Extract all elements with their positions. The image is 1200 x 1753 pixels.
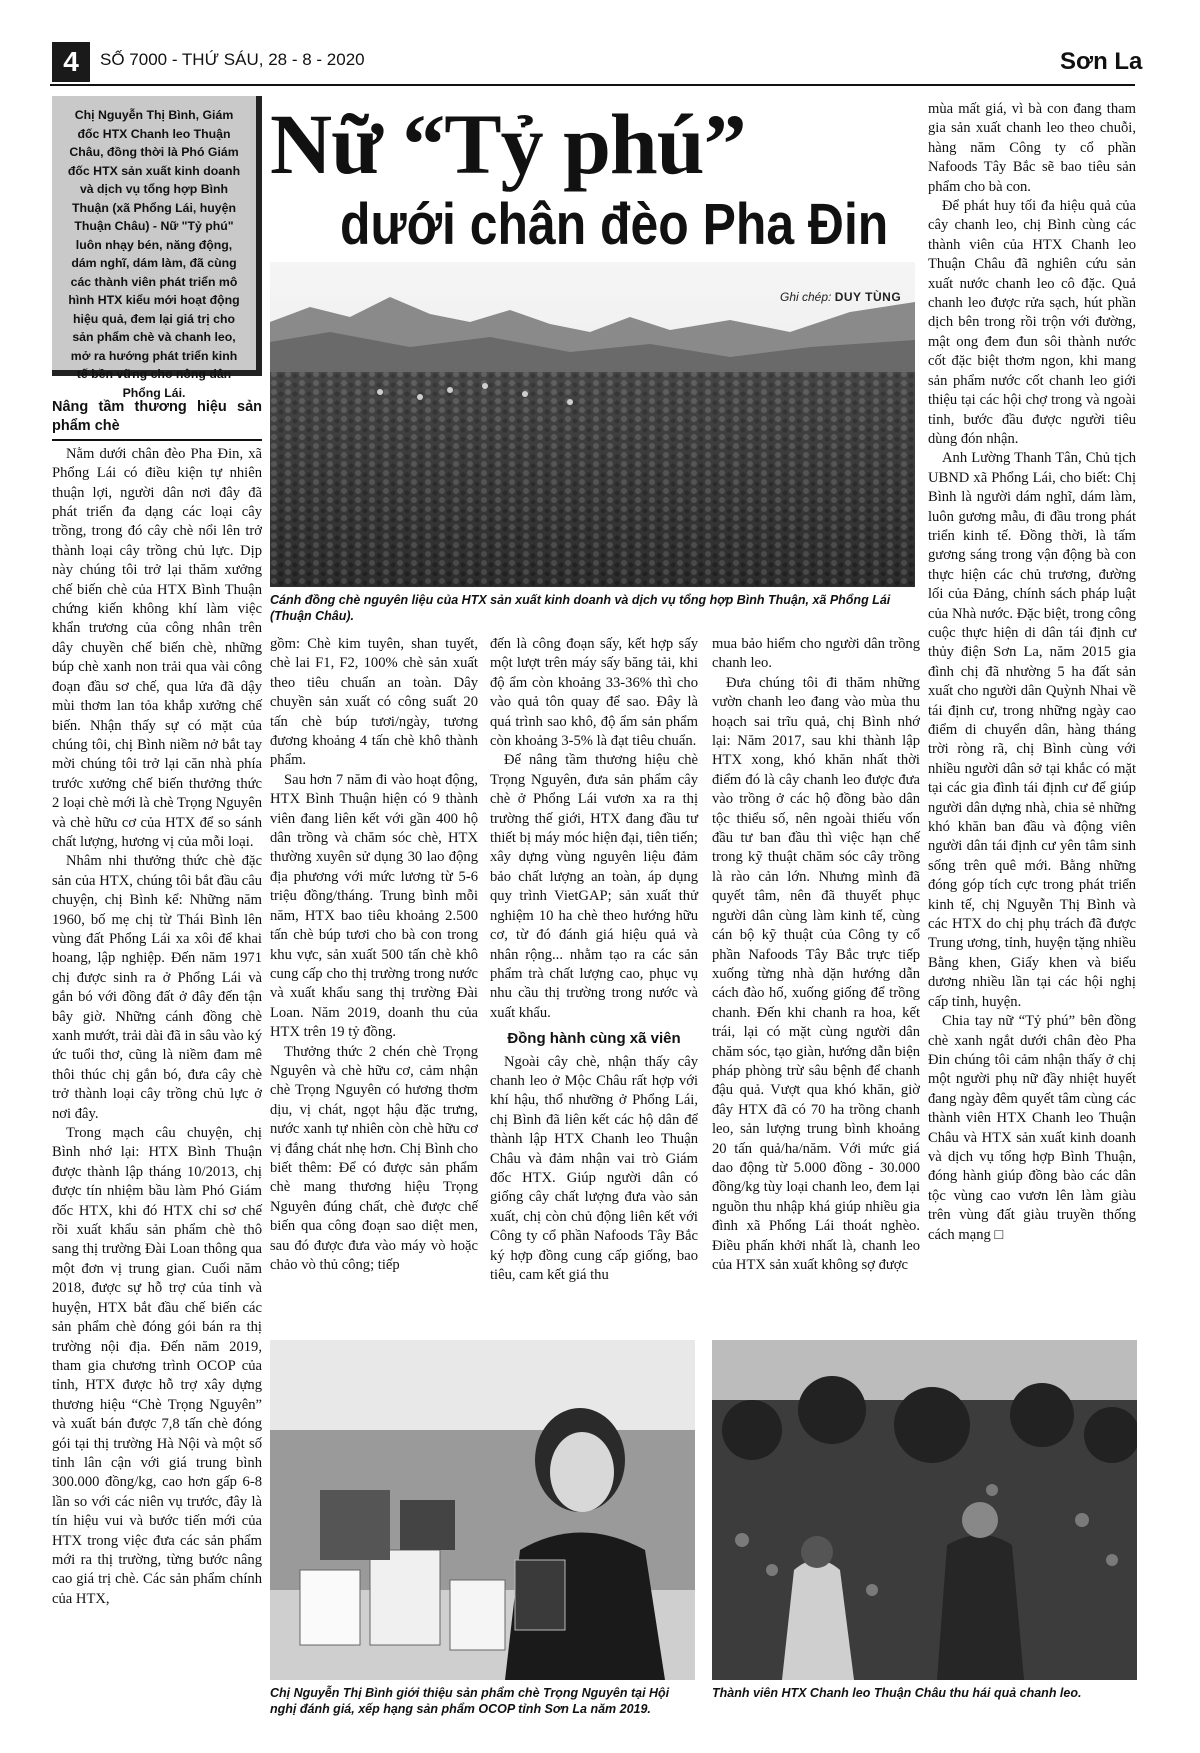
column-2: [270, 635, 478, 1275]
section-name: Sơn La: [1060, 48, 1143, 75]
header-rule: [50, 84, 1135, 86]
paragraph: Đưa chúng tôi đi thăm những vườn chanh leo đang vào mùa thu hoạch sai trĩu quả, chị Bình nhớ lại: Năm 2017, sau khi thành lập HTX xong, khó khăn nhất thời điểm đó là cây chanh leo được đưa vào trồng ở các hộ đồng bào dân tộc thiểu số, nên ngoài thiếu vốn đầu tư ban đầu thì việc hạn chế trong kỹ thuật chăm sóc cây trồng là rào cản lớn. Nhưng mình đã quyết tâm, nên đã thuyết phục người dân cùng làm kinh tế, cùng cán bộ kỹ thuật của Công ty cổ phần Nafoods Tây Bắc trực tiếp xuống từng nhà dặn hướng dẫn cách đào hố, xuống giống để trồng chanh. Đến khi chanh ra hoa, kết trái, lại có mặt cùng người dân chăm sóc, tạo giàn, hướng dẫn biện pháp phòng trừ sâu bệnh để chanh đậu quả. Vượt qua khó khăn, giờ đây HTX đã có 70 ha trồng chanh leo, sản lượng trung bình khoảng 20 tấn quả/ha/năm. Với mức giá dao động từ 5.000 đồng - 30.000 đồng/kg tùy loại chanh leo, đem lại nguồn thu nhập khá giúp nhiều gia đình xã Phổng Lái thoát nghèo. Điều phấn khởi nhất là, chanh leo của HTX sản xuất không sợ được: [712, 674, 920, 1273]
product-photo-caption: Chị Nguyễn Thị Bình giới thiệu sản phẩm chè Trọng Nguyên tại Hội nghị đánh giá, xếp hạng sản phẩm OCOP tỉnh Sơn La năm 2019.: [270, 1686, 670, 1716]
paragraph: Nằm dưới chân đèo Pha Đin, xã Phổng Lái có điều kiện tự nhiên thuận lợi, người dân nơi đây đã phát triển đa dạng các loại cây trồng, trong đó cây chè nổi lên trở thành loại cây trồng chủ lực. Dịp này chúng tôi trở lại thăm xưởng chế biến chè của HTX Bình Thuận chứng kiến không khí làm việc khẩn trương của công nhân trên dây chuyền chế biến chè, những búp chè xanh non trải qua vài công đoạn đầu sơ chế, qua lửa đã dậy mùi thơm lan tỏa khắp xưởng chế biến. Nhận thấy sự có mặt của chúng tôi, chị Bình niềm nở bắt tay mời chúng tôi trở lại căn nhà phía trước xưởng chế biến thưởng thức 2 loại chè mới là chè Trọng Nguyên và chè hữu cơ của HTX để so sánh chất lượng, hương vị của mỗi loại.: [52, 445, 262, 850]
intro-summary: Chị Nguyễn Thị Bình, Giám đốc HTX Chanh leo Thuận Châu, đồng thời là Phó Giám đốc HTX sản xuất kinh doanh và dịch vụ tổng hợp Bình Thuận (xã Phổng Lái, huyện Thuận Châu) - Nữ "Tỷ phú" luôn nhạy bén, năng động, dám nghĩ, dám làm, đã cùng các thành viên phát triển mô hình HTX kiểu mới hoạt động hiệu quả, đem lại giá trị cho sản phẩm chè và chanh leo, mở ra hướng phát triển kinh tế bền vững cho nông dân Phổng Lái.: [52, 96, 262, 376]
paragraph: [928, 1012, 1136, 1245]
closing-text: Chia tay nữ “Tỷ phú” bên đồng chè xanh ngắt dưới chân đèo Pha Đin chúng tôi cảm nhận thấy ở chị một người phụ nữ đầy nhiệt huyết đang ngày đêm quyết tâm cùng các thành viên HTX Chanh leo Thuận Châu và HTX sản xuất kinh doanh và dịch vụ tổng hợp Bình Thuận, đóng hành giúp đồng bào các dân tộc vùng cao vươn lên làm giàu trên vùng đất giàu truyền thống cách mạng: [928, 1013, 1136, 1243]
tea-field-photo: [270, 262, 915, 587]
passion-fruit-harvest-photo: [712, 1340, 1137, 1680]
subhead-tea-brand: Nâng tầm thương hiệu sản phẩm chè: [52, 398, 262, 441]
paragraph: mua bảo hiểm cho người dân trồng chanh leo.: [712, 636, 920, 672]
paragraph: Ngoài cây chè, nhận thấy cây chanh leo ở Mộc Châu rất hợp với khí hậu, thổ nhưỡng ở Phổng Lái, chị Bình đã liên kết các hộ dân để thành lập HTX Chanh leo Thuận Châu và đảm nhận vai trò Giám đốc HTX. Giúp người dân có giống cây chất lượng đưa vào sản xuất, chị còn chủ động liên kết với Công ty cổ phần Nafoods Tây Bắc ký hợp đồng cung cấp giống, bao tiêu, cam kết giá thu: [490, 1053, 698, 1283]
main-photo-caption: Cánh đồng chè nguyên liệu của HTX sản xuất kinh doanh và dịch vụ tổng hợp Bình Thuận, xã Phổng Lái (Thuận Châu).: [270, 593, 891, 623]
page-number: 4: [52, 42, 90, 82]
harvest-photo-caption: Thành viên HTX Chanh leo Thuận Châu thu hái quả chanh leo.: [712, 1686, 1082, 1700]
column-4: [712, 635, 920, 1275]
byline: [780, 290, 901, 304]
end-mark-icon: □: [994, 1226, 1004, 1243]
product-showcase-photo: [270, 1340, 695, 1680]
paragraph: Trong mạch câu chuyện, chị Bình nhớ lại: HTX Bình Thuận được thành lập tháng 10/2013, chị được tín nhiệm bầu làm Phó Giám đốc HTX, khi đó HTX chỉ sơ chế rồi xuất khẩu sản phẩm chè thô sang thị trường Đài Loan thông qua một đơn vị trung gian. Cuối năm 2018, được sự hỗ trợ của tỉnh và huyện, HTX bắt đầu chế biến các sản phẩm chè đóng gói bán ra thị trường nội địa. Đến năm 2019, tham gia chương trình OCOP của tỉnh, HTX được hỗ trợ xây dựng thương hiệu “Chè Trọng Nguyên” và xuất bán được 7,8 tấn chè đóng gói tại thị trường Hà Nội và một số tỉnh lân cận với giá trung bình 300.000 đồng/kg, cao hơn gấp 6-8 lần so với các niên vụ trước, đây là tín hiệu vui và bước tiến mới của HTX trong việc đưa các sản phẩm mới ra thị trường, từng bước nâng cao giá trị chè. Các sản phẩm chính của HTX,: [52, 1125, 262, 1607]
byline-author: DUY TÙNG: [834, 290, 902, 304]
paragraph: mùa mất giá, vì bà con đang tham gia sản xuất chanh leo theo chuỗi, hàng năm Công ty cổ phần Nafoods Tây Bắc sẽ bao tiêu sản phẩm cho bà con.: [928, 101, 1136, 195]
headline-line-2: dưới chân đèo Pha Đin: [340, 192, 889, 257]
paragraph: gồm: Chè kim tuyên, shan tuyết, chè lai F1, F2, 100% chè sản xuất theo tiêu chuẩn an toàn. Dây chuyền sản xuất có công suất 20 tấn chè búp tươi/ngày, tương đương khoảng 4 tấn chè khô thành phẩm.: [270, 636, 478, 769]
headline-line-1: Nữ “Tỷ phú”: [270, 96, 746, 192]
column-1: [52, 398, 262, 1609]
paragraph: Để nâng tầm thương hiệu chè Trọng Nguyên, đưa sản phẩm cây chè ở Phổng Lái vươn xa ra thị trường thế giới, HTX đang đầu tư thiết bị máy móc hiện đại, tiên tiến; xây dựng vùng nguyên liệu đảm bảo chất lượng an toàn, áp dụng quy trình VietGAP; sản xuất thử nghiệm 10 ha chè theo hướng hữu cơ, từ đó đánh giá hiệu quả và nhân rộng... nhằm tạo ra các sản phẩm trà chất lượng cao, phục vụ nhu cầu thị trường trong nước và xuất khẩu.: [490, 752, 698, 1021]
issue-date: SỐ 7000 - THỨ SÁU, 28 - 8 - 2020: [100, 50, 365, 69]
paragraph: Sau hơn 7 năm đi vào hoạt động, HTX Bình Thuận hiện có 9 thành viên đang liên kết với gần 400 hộ dân trồng và chăm sóc chè, HTX thường xuyên sử dụng 30 lao động địa phương với mức lương từ 5-6 triệu đồng/tháng. Trung bình mỗi năm, HTX bao tiêu khoảng 2.500 tấn chè búp tươi cho bà con trong khu vực, sản xuất 500 tấn chè khô cung cấp cho thị trường trong nước và xuất khẩu sang thị trường Đài Loan. Năm 2019, doanh thu của HTX trên 19 tỷ đồng.: [270, 771, 478, 1041]
paragraph: Để phát huy tối đa hiệu quả của cây chanh leo, chị Bình cùng các thành viên của HTX Chanh leo Thuận Châu đã nghiên cứu sản xuất nước chanh leo cô đặc. Quả chanh leo được rửa sạch, hút phần dịch bên trong rồi trộn với đường, mật ong đem đun sôi thành nước cốt đặc biệt thơm ngon, khi mang sản phẩm nước cốt chanh leo giới thiệu tại các hội chợ trong và ngoài tỉnh, bước đầu được người tiêu dùng đón nhận.: [928, 198, 1136, 447]
column-5: [928, 100, 1136, 1245]
paragraph: đến là công đoạn sấy, kết hợp sấy một lượt trên máy sấy băng tải, khi độ ẩm còn khoảng 33-36% thì cho vào quả tôn quay để sao. Đây là quá trình sao khô, độ ẩm sản phẩm còn khoảng 3-5% là đạt tiêu chuẩn.: [490, 636, 698, 750]
paragraph: Thưởng thức 2 chén chè Trọng Nguyên và chè hữu cơ, cảm nhận chè Trọng Nguyên có hương thơm dịu, vị chát, ngọt hậu đặc trưng, nước xanh tự nhiên còn chè hữu cơ vị đắng chát nhẹ hơn. Chị Bình cho biết thêm: Để có được sản phẩm chè mang thương hiệu Trọng Nguyên đúng chất, chè được chế biến qua công đoạn sao diệt men, sau đó được đưa vào máy vò hoặc chảo vò thủ công; tiếp: [270, 1043, 478, 1273]
column-3: [490, 635, 698, 1285]
paragraph: Nhâm nhi thưởng thức chè đặc sản của HTX, chúng tôi bắt đầu câu chuyện, chị Bình kể: Những năm 1960, bố mẹ chị từ Thái Bình lên vùng đất Phổng Lái xa xôi để khai hoang, lập nghiệp. Đến năm 1971 chị được sinh ra ở Phổng Lái và gắn bó với đồng đất ở đây đến tận bây giờ. Những cánh đồng chè xanh mướt, trải dài đã in sâu vào ký ức tuổi thơ, cũng là niềm đam mê thôi thúc chị gắn bó, đưa cây chè trở thành loại cây trồng chủ lực ở nơi đây.: [52, 853, 262, 1122]
subhead-members: Đồng hành cùng xã viên: [507, 1030, 681, 1048]
paragraph: Anh Lường Thanh Tân, Chủ tịch UBND xã Phổng Lái, cho biết: Chị Bình là người dám nghĩ, dám làm, luôn gương mẫu, đi đầu trong phát triển kinh tế. Đồng thời, là tấm gương sáng trong vận động bà con thực hiện các chủ trương, đường lối của Đảng, chính sách pháp luật của Nhà nước. Đặc biệt, trong công cuộc thực hiện di dân tái định cư thủy điện Sơn La, năm 2015 gia đình chị đã nhường 5 ha đất sản xuất cho người dân Quỳnh Nhai về tái định cư, trong những ngày cao điểm di chuyển dân, hàng tháng trời ròng rã, chị Bình cùng với nhiều người dân sở tại khắc có mặt tại các gia đình tái định cư để giúp người dân dựng nhà, chia sẻ những khó khăn ban đầu và động viên người dân tái định cư yên tâm sinh sống trên quê mới. Bằng những đóng góp tích cực trong phát triển kinh tế, chị Nguyễn Thị Bình và các HTX do chị phụ trách đã được Trung ương, tỉnh, huyện tặng nhiều Bằng khen, Giấy khen và biểu dương nhiều lần tại các hội nghị cấp tỉnh, huyện.: [928, 450, 1136, 1010]
byline-label: Ghi chép:: [780, 290, 832, 304]
